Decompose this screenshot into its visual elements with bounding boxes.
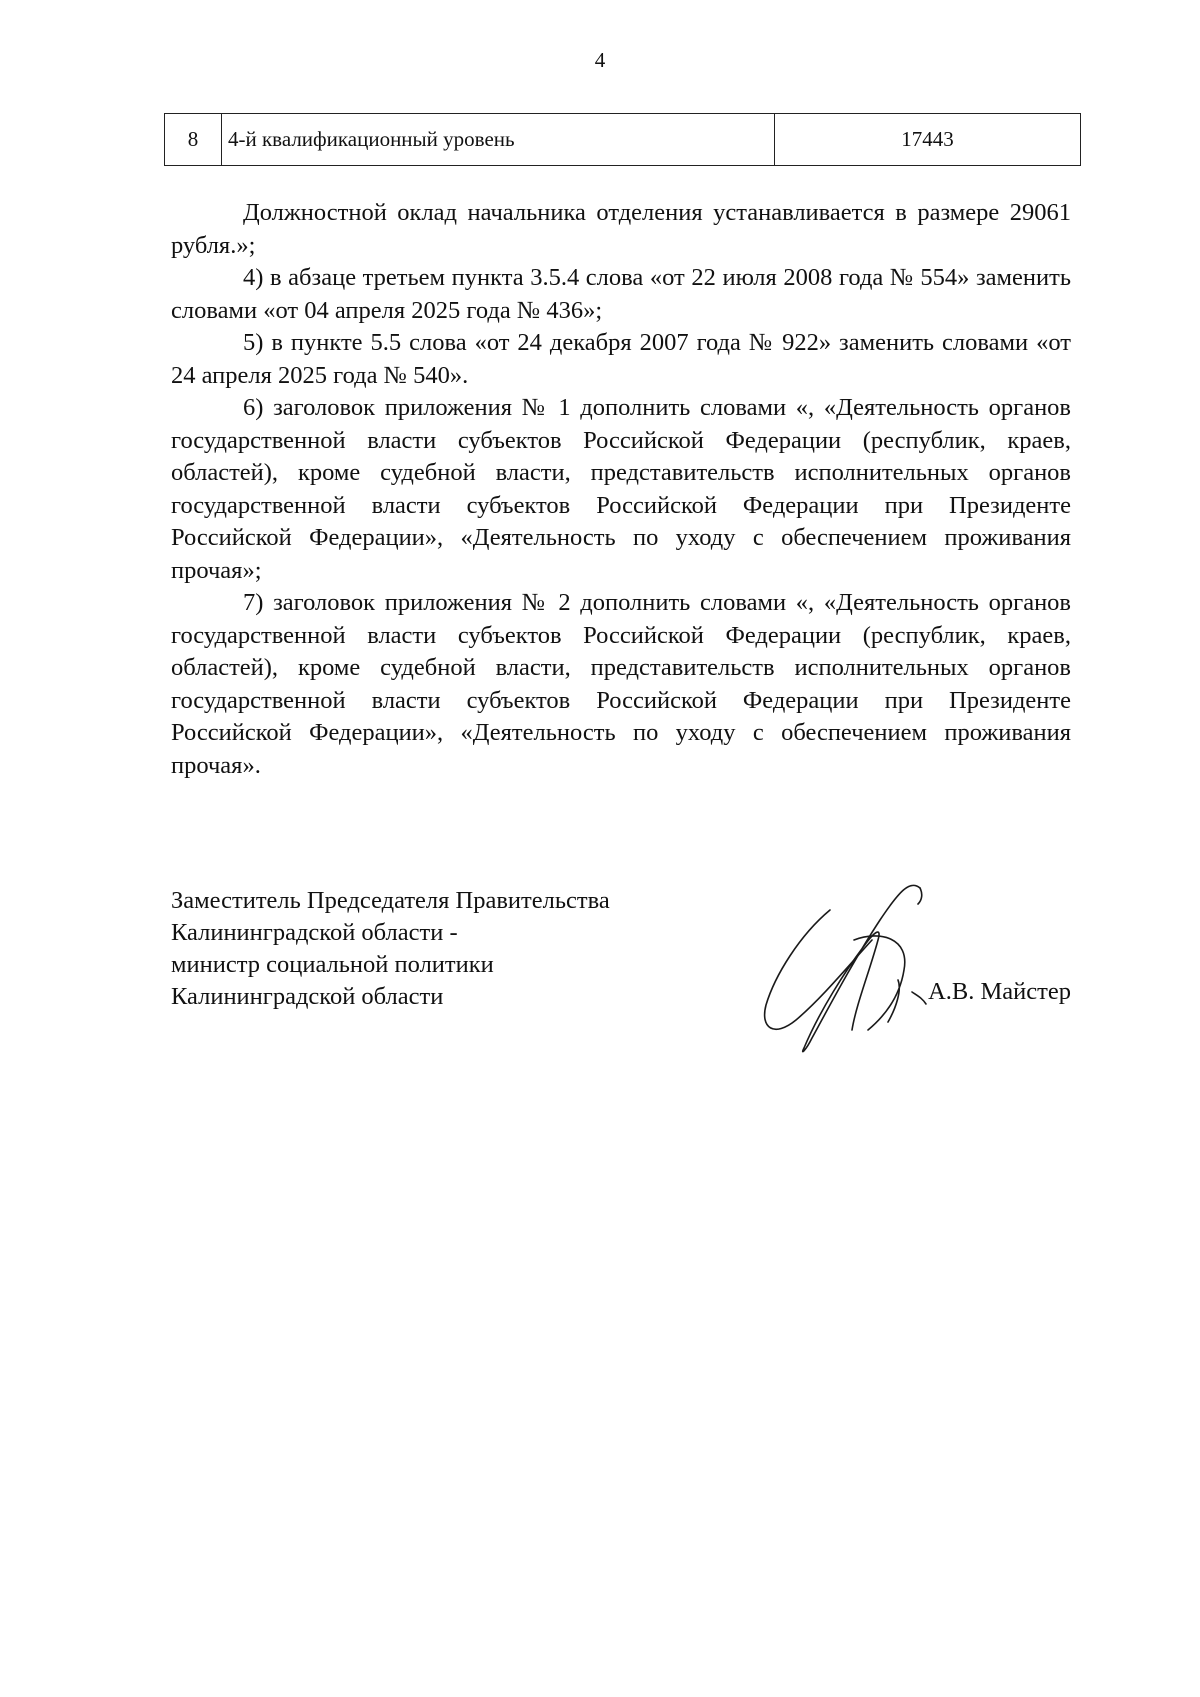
paragraph-item-6: 6) заголовок приложения № 1 дополнить словами «, «Деятельность органов государственной власти субъектов Российской Федерации (республик, краев, областей), кроме судебной власти, представительств исполнительных органов государственной власти субъектов Российской Федерации при Президенте Российской Федерации», «Деятельность по уходу с обеспечением проживания прочая»; [171,394,1071,584]
signer-position-line: Калининградской области - [171,919,458,946]
paragraph-salary: Должностной оклад начальника отделения устанавливается в размере 29061 рубля.»; [171,199,1071,259]
signer-position-line: Заместитель Председателя Правительства [171,887,610,914]
paragraph-item-5: 5) в пункте 5.5 слова «от 24 декабря 2007 года № 922» заменить словами «от 24 апреля 2025 года № 540». [171,329,1071,389]
document-body [171,197,1071,782]
row-number-cell: 8 [165,114,222,165]
signer-position [171,885,610,1013]
paragraph-item-4: 4) в абзаце третьем пункта 3.5.4 слова «от 22 июля 2008 года № 554» заменить словами «от 04 апреля 2025 года № 436»; [171,264,1071,324]
page-number: 4 [594,48,606,72]
handwritten-signature [760,880,950,1060]
signer-name: А.В. Майстер [928,978,1071,1005]
salary-value-cell: 17443 [901,127,954,151]
signer-position-line: министр социальной политики [171,951,494,978]
qualification-level-cell: 4-й квалификационный уровень [222,114,775,165]
table-row [164,113,1081,166]
paragraph-item-7: 7) заголовок приложения № 2 дополнить словами «, «Деятельность органов государственной власти субъектов Российской Федерации (республик, краев, областей), кроме судебной власти, представительств исполнительных органов государственной власти субъектов Российской Федерации при Президенте Российской Федерации», «Деятельность по уходу с обеспечением проживания прочая». [171,589,1071,779]
signer-position-line: Калининградской области [171,983,444,1010]
